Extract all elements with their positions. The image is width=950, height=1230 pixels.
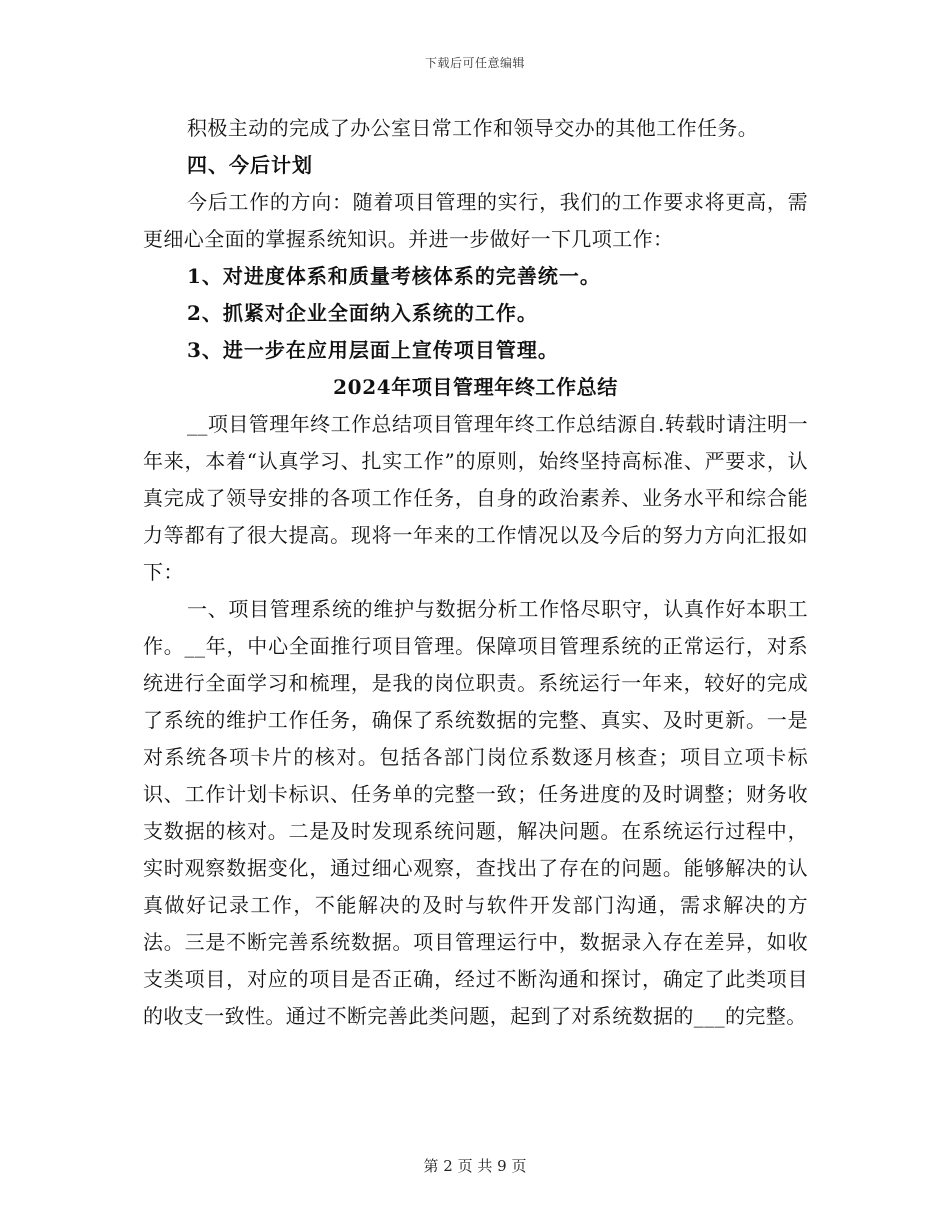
- plan-item-2: 2、抓紧对企业全面纳入系统的工作。: [187, 301, 538, 325]
- previous-section-closing-line: 积极主动的完成了办公室日常工作和领导交办的其他工作任务。: [187, 116, 759, 140]
- page-footer-number: 第 2 页 共 9 页: [423, 1157, 527, 1175]
- document-body: [143, 110, 808, 1035]
- plan-item-3: 3、进一步在应用层面上宣传项目管理。: [187, 338, 559, 362]
- article-title: 2024年项目管理年终工作总结: [333, 375, 618, 399]
- article-paragraph-1: __项目管理年终工作总结项目管理年终工作总结源自.转载时请注明一年来，本着“认真学习、扎实工作”的原则，始终坚持高标准、严要求，认真完成了领导安排的各项工作任务，自身的政治素养、业务水平和综合能力等都有了很大提高。现将一年来的工作情况以及今后的努力方向汇报如下：: [143, 412, 808, 584]
- plan-item-1: 1、对进度体系和质量考核体系的完善统一。: [187, 264, 601, 288]
- plan-heading: 四、今后计划: [187, 153, 313, 177]
- article-paragraph-2: 一、项目管理系统的维护与数据分析工作恪尽职守，认真作好本职工作。__年，中心全面推行项目管理。保障项目管理系统的正常运行，对系统进行全面学习和梳理，是我的岗位职责。系统运行一年来，较好的完成了系统的维护工作任务，确保了系统数据的完整、真实、及时更新。一是对系统各项卡片的核对。包括各部门岗位系数逐月核查；项目立项卡标识、工作计划卡标识、任务单的完整一致；任务进度的及时调整；财务收支数据的核对。二是及时发现系统问题，解决问题。在系统运行过程中，实时观察数据变化，通过细心观察，查找出了存在的问题。能够解决的认真做好记录工作，不能解决的及时与软件开发部门沟通，需求解决的方法。三是不断完善系统数据。项目管理运行中，数据录入存在差异，如收支类项目，对应的项目是否正确，经过不断沟通和探讨，确定了此类项目的收支一致性。通过不断完善此类问题，起到了对系统数据的___的完整。: [143, 597, 808, 1028]
- page-header-note: 下载后可任意编辑: [424, 56, 525, 70]
- plan-intro-paragraph: 今后工作的方向：随着项目管理的实行，我们的工作要求将更高，需更细心全面的掌握系统知识。并进一步做好一下几项工作：: [143, 190, 808, 251]
